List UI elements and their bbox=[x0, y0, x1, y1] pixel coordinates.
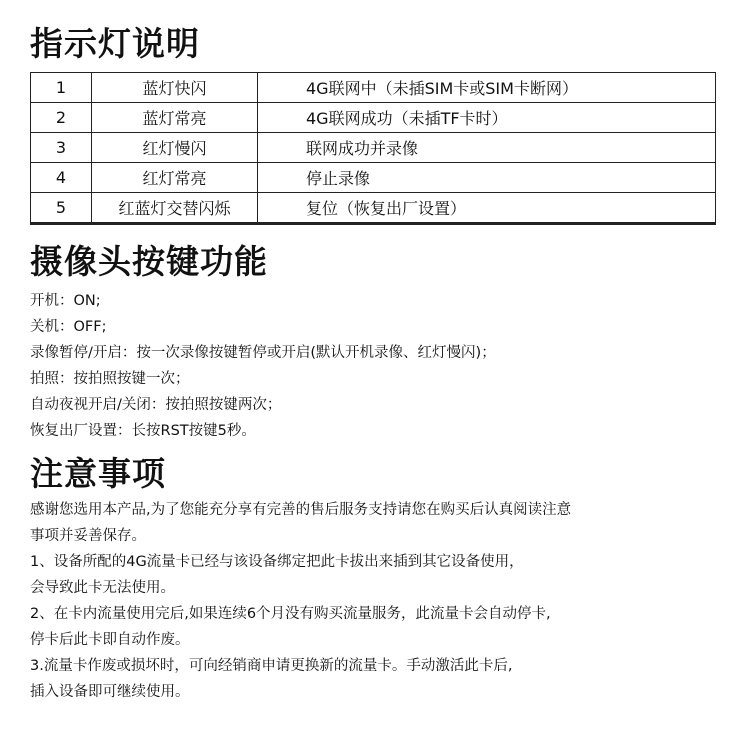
row-number: 4 bbox=[31, 163, 92, 193]
table-row bbox=[31, 163, 716, 193]
row-number: 5 bbox=[31, 193, 92, 224]
button-function-list bbox=[30, 288, 496, 444]
light-state: 蓝灯常亮 bbox=[92, 103, 258, 133]
notes-list bbox=[30, 497, 571, 705]
row-number: 3 bbox=[31, 133, 92, 163]
light-meaning: 4G联网成功（未插TF卡时） bbox=[258, 103, 716, 133]
light-state: 蓝灯快闪 bbox=[92, 73, 258, 103]
light-meaning: 复位（恢复出厂设置） bbox=[258, 193, 716, 224]
notes-section-title: 注意事项 bbox=[30, 454, 166, 493]
indicator-section-title: 指示灯说明 bbox=[30, 24, 200, 63]
row-number: 1 bbox=[31, 73, 92, 103]
button-function-line: 恢复出厂设置：长按RST按键5秒。 bbox=[30, 423, 256, 439]
light-meaning: 联网成功并录像 bbox=[258, 133, 716, 163]
button-function-line: 录像暂停/开启：按一次录像按键暂停或开启(默认开机录像、红灯慢闪)； bbox=[30, 345, 496, 361]
light-state: 红灯常亮 bbox=[92, 163, 258, 193]
notes-line: 1、设备所配的4G流量卡已经与该设备绑定把此卡拔出来插到其它设备使用， bbox=[30, 554, 524, 570]
notes-line: 插入设备即可继续使用。 bbox=[30, 684, 190, 700]
row-number: 2 bbox=[31, 103, 92, 133]
notes-line: 会导致此卡无法使用。 bbox=[30, 580, 175, 596]
indicator-table bbox=[30, 72, 716, 225]
button-function-line: 关机：OFF; bbox=[30, 319, 107, 335]
table-row bbox=[31, 103, 716, 133]
notes-line: 停卡后此卡即自动作废。 bbox=[30, 632, 190, 648]
button-section-title: 摄像头按键功能 bbox=[30, 242, 268, 281]
table-row bbox=[31, 73, 716, 103]
table-row bbox=[31, 133, 716, 163]
table-row bbox=[31, 193, 716, 224]
light-meaning: 停止录像 bbox=[258, 163, 716, 193]
notes-line: 事项并妥善保存。 bbox=[30, 528, 146, 544]
notes-line: 2、在卡内流量使用完后,如果连续6个月没有购买流量服务，此流量卡会自动停卡, bbox=[30, 606, 551, 622]
button-function-line: 自动夜视开启/关闭：按拍照按键两次； bbox=[30, 397, 282, 413]
button-function-line: 开机：ON; bbox=[30, 293, 101, 309]
notes-line: 3.流量卡作废或损坏时，可向经销商申请更换新的流量卡。手动激活此卡后, bbox=[30, 658, 513, 674]
light-state: 红蓝灯交替闪烁 bbox=[92, 193, 258, 224]
light-state: 红灯慢闪 bbox=[92, 133, 258, 163]
button-function-line: 拍照：按拍照按键一次； bbox=[30, 371, 190, 387]
notes-line: 感谢您选用本产品,为了您能充分享有完善的售后服务支持请您在购买后认真阅读注意 bbox=[30, 502, 572, 518]
light-meaning: 4G联网中（未插SIM卡或SIM卡断网） bbox=[258, 73, 716, 103]
